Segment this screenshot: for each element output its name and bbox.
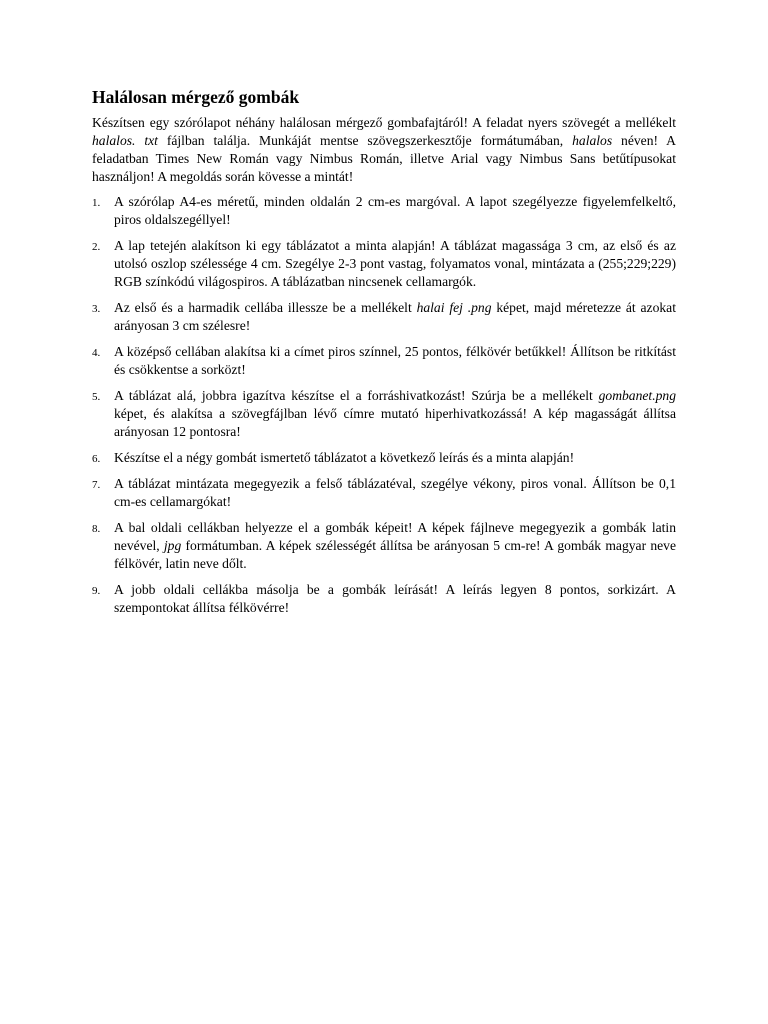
task-item bbox=[92, 519, 676, 573]
task-text bbox=[114, 300, 676, 333]
task-item bbox=[92, 237, 676, 291]
task-text bbox=[114, 344, 676, 377]
task-item bbox=[92, 343, 676, 379]
task-list bbox=[92, 193, 676, 617]
text-run: Készítse el a négy gombát ismertető táblázatot a következő leírás és a minta alapján! bbox=[114, 450, 575, 465]
task-text bbox=[114, 194, 676, 227]
italic-text: halalos bbox=[572, 133, 613, 148]
text-run: formátumban. A képek szélességét állítsa be arányosan 5 cm-re! A gombák magyar neve félkövér, latin neve dőlt. bbox=[114, 538, 676, 571]
task-text bbox=[114, 476, 676, 509]
task-number: 2. bbox=[92, 241, 101, 253]
text-run: Az első és a harmadik cellába illessze be a mellékelt bbox=[114, 300, 417, 315]
task-text bbox=[114, 238, 676, 289]
task-number: 7. bbox=[92, 479, 101, 491]
task-text bbox=[114, 582, 676, 615]
task-item bbox=[92, 299, 676, 335]
text-run: Készítsen egy szórólapot néhány halálosan mérgező gombafajtáról! A feladat nyers szövegét a mellékelt bbox=[92, 115, 676, 130]
text-run: A bal oldali cellákban helyezze el a gombák képeit! A képek fájlneve megegyezik a gombák latin nevével, bbox=[114, 520, 676, 553]
text-run: képet, és alakítsa a szövegfájlban lévő címre mutató hiperhivatkozássá! A kép magasságát állítsa arányosan 12 pontosra! bbox=[114, 406, 676, 439]
italic-text: halai fej .png bbox=[416, 300, 492, 315]
task-text bbox=[114, 388, 676, 439]
document-page bbox=[92, 86, 676, 625]
task-text bbox=[114, 520, 676, 571]
italic-text: halalos. txt bbox=[92, 133, 158, 148]
task-item bbox=[92, 449, 676, 467]
task-number: 4. bbox=[92, 347, 101, 359]
intro-paragraph bbox=[92, 114, 676, 186]
text-run: fájlban találja. Munkáját mentse szövegszerkesztője formátumában, bbox=[157, 133, 573, 148]
task-number: 6. bbox=[92, 453, 101, 465]
italic-text: jpg bbox=[163, 538, 182, 553]
text-run: A szórólap A4-es méretű, minden oldalán 2 cm-es margóval. A lapot szegélyezze figyelemfelkeltő, piros oldalszegéllyel! bbox=[114, 194, 676, 227]
document-title: Halálosan mérgező gombák bbox=[92, 87, 300, 107]
task-number: 9. bbox=[92, 585, 101, 597]
task-number: 1. bbox=[92, 197, 101, 209]
text-run: A táblázat mintázata megegyezik a felső táblázatéval, szegélye vékony, piros vonal. Állítson be 0,1 cm-es cellamargókat! bbox=[114, 476, 676, 509]
text-run: A középső cellában alakítsa ki a címet piros színnel, 25 pontos, félkövér betűkkel! Állítson be ritkítást és csökkentse a sorközt! bbox=[114, 344, 676, 377]
text-run: A jobb oldali cellákba másolja be a gombák leírását! A leírás legyen 8 pontos, sorkizárt. A szempontokat állítsa félkövérre! bbox=[114, 582, 676, 615]
text-run: néven! A feladatban Times New Román vagy Nimbus Román, illetve Arial vagy Nimbus Sans betűtípusokat használjon! A megoldás során kövesse a mintát! bbox=[92, 133, 676, 184]
task-item bbox=[92, 475, 676, 511]
task-item bbox=[92, 581, 676, 617]
task-number: 3. bbox=[92, 303, 101, 315]
text-run: A lap tetején alakítson ki egy táblázatot a minta alapján! A táblázat magassága 3 cm, az első és az utolsó oszlop szélessége 4 cm. Szegélye 2-3 pont vastag, folyamatos vonal, mintázata a (255;229;229) RGB színkódú világospiros. A táblázatban nincsenek cellamargók. bbox=[114, 238, 676, 289]
task-number: 5. bbox=[92, 391, 101, 403]
task-item bbox=[92, 193, 676, 229]
task-text bbox=[114, 450, 574, 465]
text-run: képet, majd méretezze át azokat arányosan 3 cm szélesre! bbox=[114, 300, 676, 333]
italic-text: gombanet.png bbox=[598, 388, 676, 403]
task-number: 8. bbox=[92, 523, 101, 535]
text-run: A táblázat alá, jobbra igazítva készítse el a forráshivatkozást! Szúrja be a mellékelt bbox=[114, 388, 599, 403]
task-item bbox=[92, 387, 676, 441]
